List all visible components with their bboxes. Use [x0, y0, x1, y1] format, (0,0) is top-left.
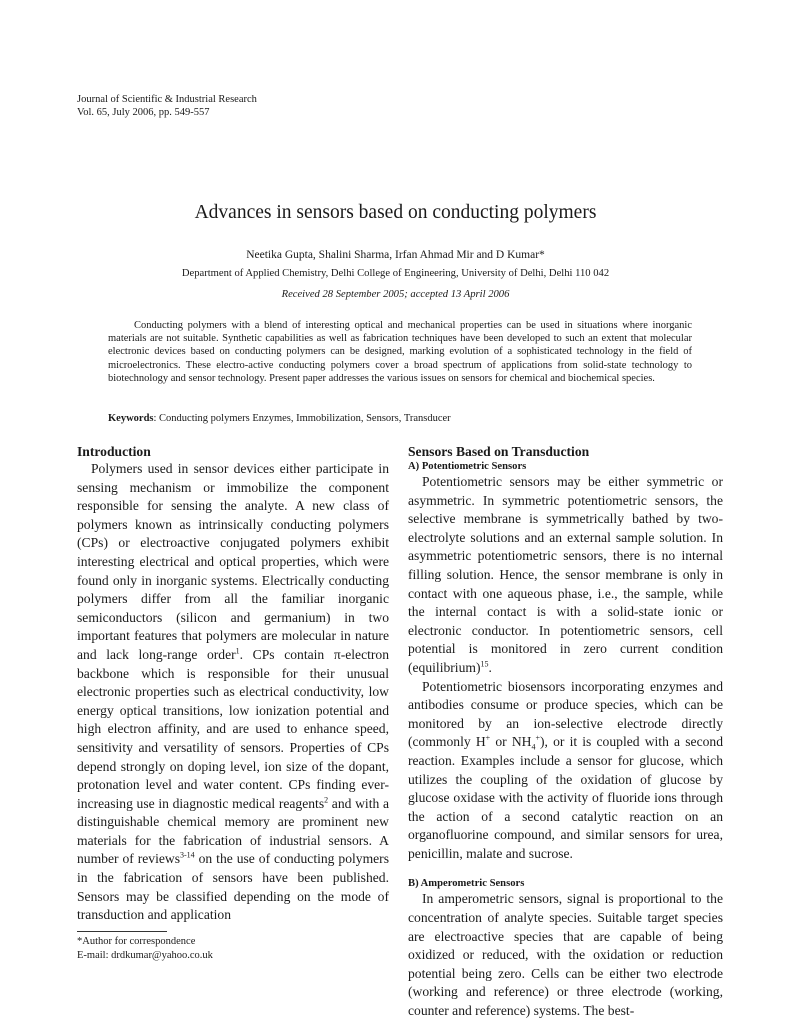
section-heading-introduction: Introduction — [77, 444, 151, 459]
abstract: Conducting polymers with a blend of interesting optical and mechanical properties can be used in situations where inorganic materials are not suitable. Synthetic capabilities as well as fabrication techniques have been developed to such an extent that molecular electronic devices based on conducting polymers can be designed, marking evolution of a sophisticated technology in the field of microelectronics. These electro-active conducting polymers cover a broad spectrum of applications from solid-state technology to biotechnology and sensor technology. Present paper addresses the various issues on sensors for chemical and biochemical species. — [108, 320, 692, 384]
superscript: + — [535, 733, 540, 743]
text-run: or NH — [490, 734, 532, 750]
keywords-list: : Conducting polymers Enzymes, Immobilization, Sensors, Transducer — [153, 413, 451, 424]
text-run: Potentiometric sensors may be either symmetric or asymmetric. In symmetric potentiometric sensors, the selective membrane is symmetrically bathed by two-electrolyte solutions and an external sample solution. In asymmetric potentiometric sensors, there is no internal filling solution. Hence, the sensor membrane is only in contact with one aqueous phase, i.e., the sample, while the internal contact is with a solid-state ionic or electronic conductor. In potentiometric sensors, cell potential is monitored in zero current condition (equilibrium) — [408, 474, 723, 675]
journal-volume: Vol. 65, July 2006, pp. 549-557 — [77, 107, 210, 118]
text-run: on the use of conducting polymers in the fabrication of sensors have been published. Sensors may be classified depending on the mode of transduction and application — [77, 851, 389, 923]
text-run: Polymers used in sensor devices either participate in sensing mechanism or immobilize the component responsible for sensing the analyte. A new class of polymers known as intrinsically conducting polymers (CPs) or electroactive conjugated polymers exhibit interesting electrical and optical properties, which were found only in inorganic systems. Electrically conducting polymers differ from all the familiar inorganic semiconductors (silicon and germanium) in two important features that polymers are molecular in nature and lack long-range order — [77, 461, 389, 662]
paper-authors: Neetika Gupta, Shalini Sharma, Irfan Ahmad Mir and D Kumar* — [246, 249, 545, 261]
text-run: . — [488, 659, 492, 675]
text-run: Potentiometric biosensors incorporating enzymes and antibodies consume or produce species, which can be monitored by an ion-selective electrode directly (commonly H — [408, 678, 723, 750]
text-run: . CPs contain π-electron backbone which is responsible for their unusual electronic properties such as electrical conductivity, low energy optical transitions, low ionization potential and high electron affinity, and are used to enhance speed, sensitivity and versatility of sensors. Properties of CPs depend strongly on doping level, ion size of the dopant, protonation level and water content. CPs finding ever-increasing use in diagnostic medical reagents — [77, 646, 389, 811]
potentiometric-paragraph-1 — [408, 473, 723, 678]
keywords — [108, 413, 451, 424]
journal-name: Journal of Scientific & Industrial Research — [77, 94, 257, 105]
correspondence-note: *Author for correspondence — [77, 936, 196, 947]
keywords-label: Keywords — [108, 413, 154, 424]
intro-paragraph — [77, 460, 389, 925]
amperometric-paragraph: In amperometric sensors, signal is proportional to the concentration of analyte species. Suitable target species are electroactive species that are capable of being oxidized or reduced, with the oxidation or reduction potential being zero. Cells can be either two electrode (working and reference) or three electrode (working, counter and reference) systems. The best- — [408, 891, 723, 1019]
journal-header — [77, 93, 257, 119]
author-email: E-mail: drdkumar@yahoo.co.uk — [77, 950, 213, 961]
citation-ref: 1 — [235, 646, 240, 656]
citation-ref: 3-14 — [180, 850, 195, 860]
left-column — [77, 444, 389, 925]
text-run: and with a distinguishable chemical memory are prominent new materials for the fabrication of industrial sensors. A number of reviews — [77, 795, 389, 867]
paper-title: Advances in sensors based on conducting polymers — [194, 202, 597, 223]
subsection-heading-potentiometric: A) Potentiometric Sensors — [408, 461, 527, 472]
footnote — [77, 935, 213, 963]
footnote-divider — [77, 931, 167, 932]
subscript: 4 — [531, 743, 536, 753]
section-heading-transduction: Sensors Based on Transduction — [408, 444, 590, 459]
text-run: ), or it is coupled with a second reaction. Examples include a sensor for glucose, which utilizes the coupling of the oxidation of glucose by glucose oxidase with the activity of fluoride ions through the action of a second catalytic reaction on an organofluorine compound, and similar sensors for urea, penicillin, malate and sucrose. — [408, 734, 723, 861]
citation-ref: 15 — [480, 659, 489, 669]
paper-affiliation: Department of Applied Chemistry, Delhi College of Engineering, University of Delhi, Delhi 110 042 — [181, 268, 610, 279]
citation-ref: 2 — [324, 795, 329, 805]
received-dates: Received 28 September 2005; accepted 13 April 2006 — [281, 289, 510, 300]
right-column — [408, 444, 723, 1021]
subsection-heading-amperometric: B) Amperometric Sensors — [408, 878, 525, 890]
potentiometric-paragraph-2 — [408, 678, 723, 864]
superscript: + — [485, 733, 491, 743]
